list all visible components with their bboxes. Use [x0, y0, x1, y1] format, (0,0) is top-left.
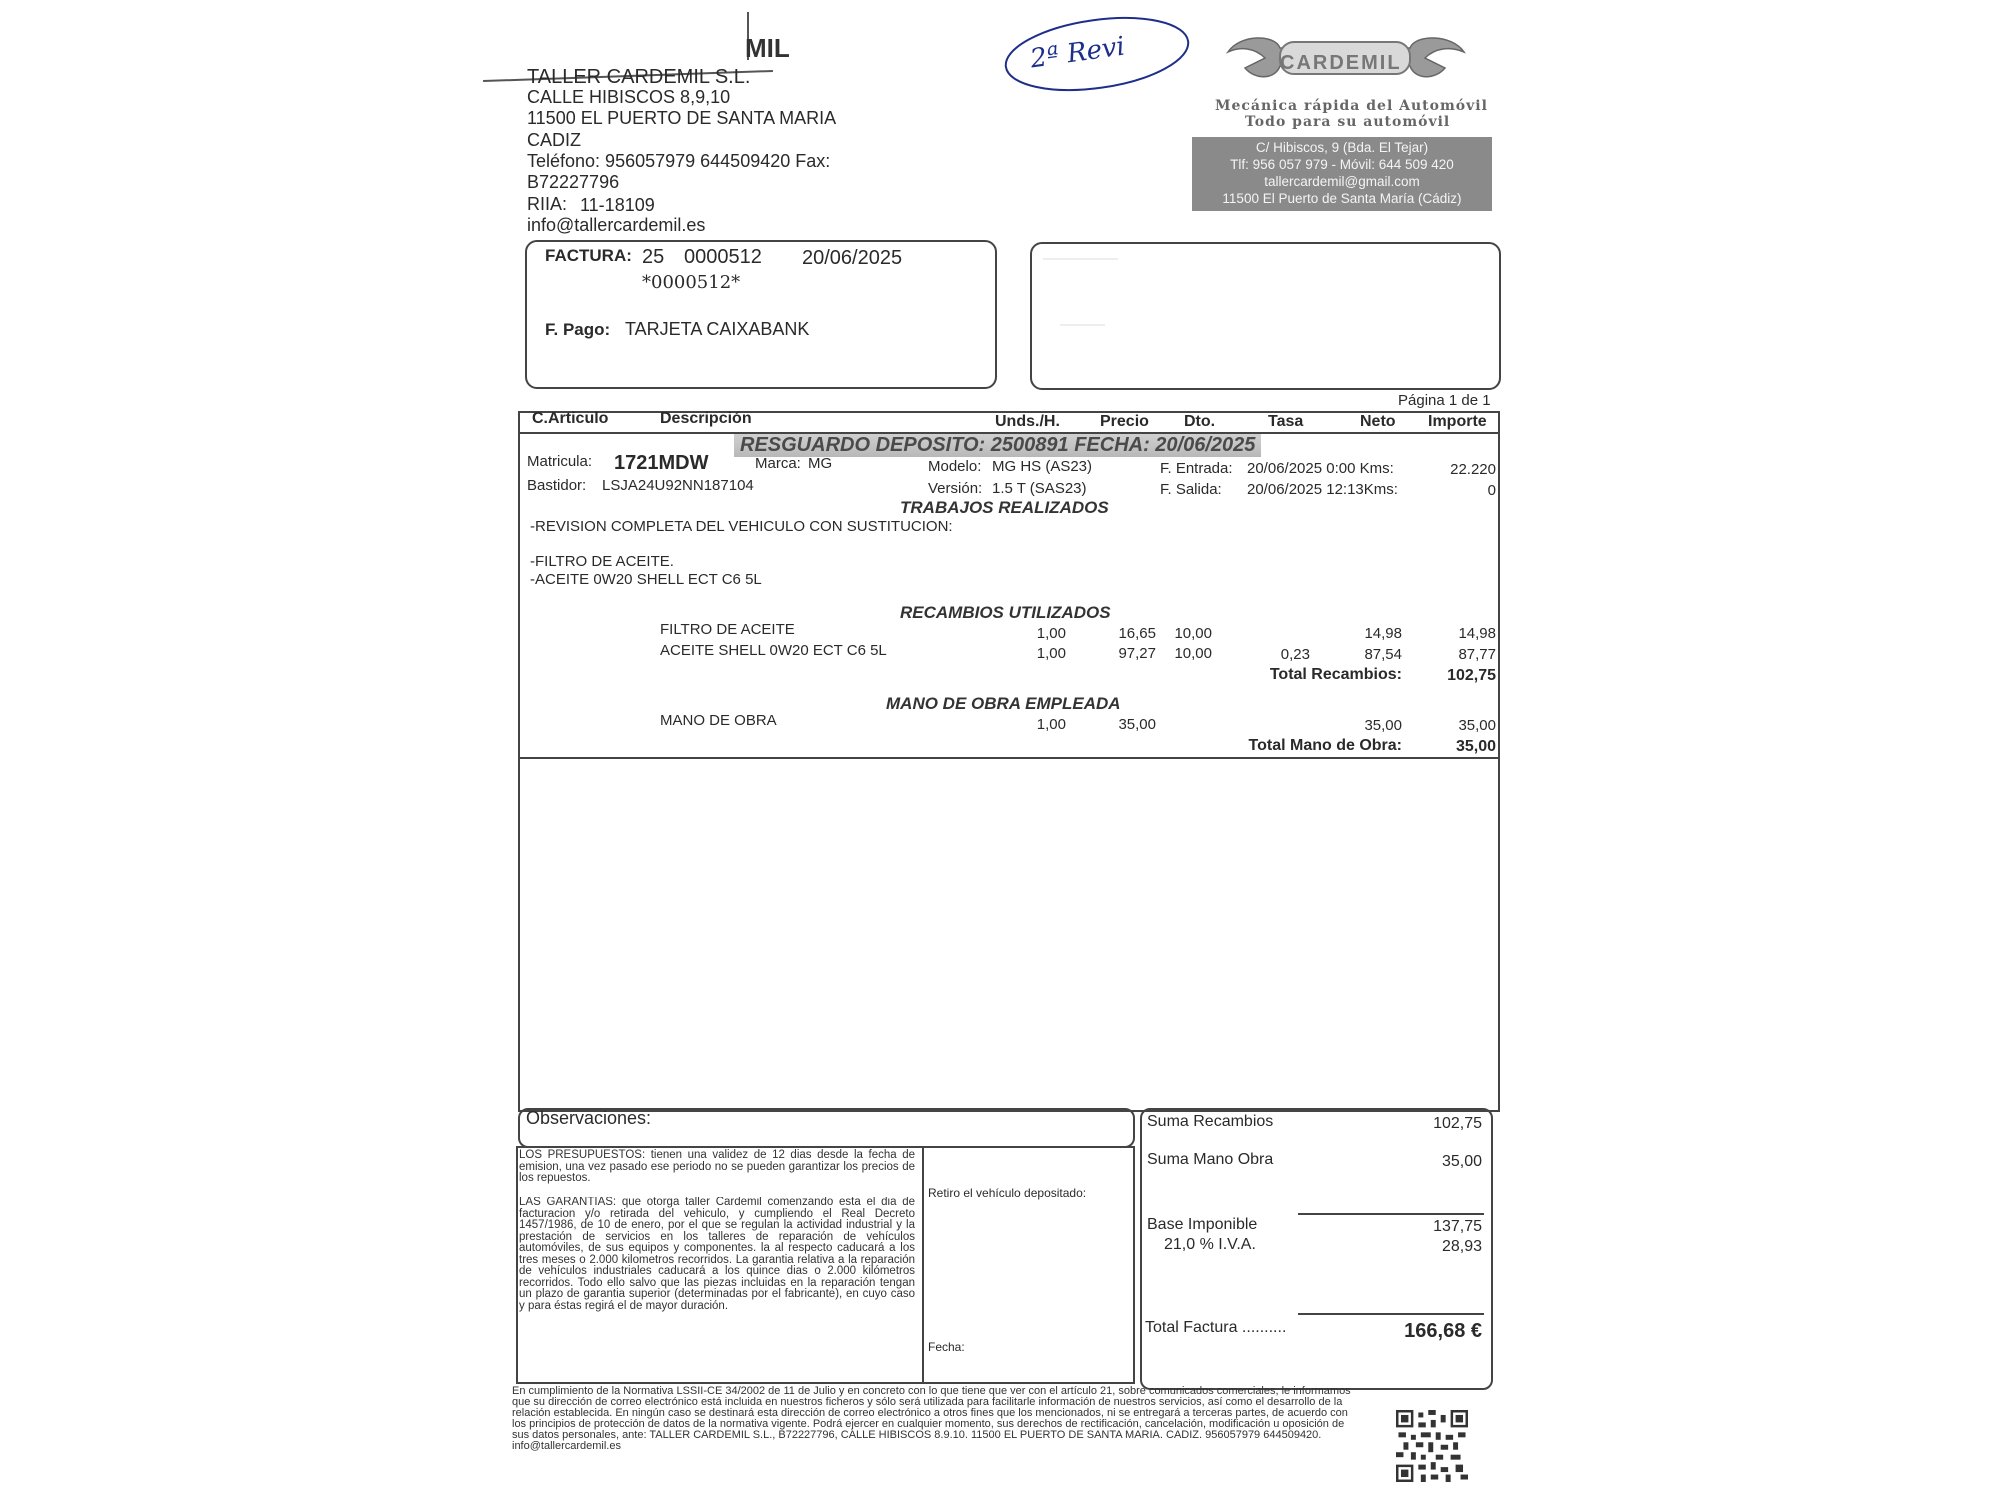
modelo-value: MG HS (AS23)	[992, 458, 1093, 475]
bastidor-value: LSJA24U92NN187104	[602, 477, 754, 494]
company-riia-value: 11-18109	[580, 195, 655, 215]
pago-value: TARJETA CAIXABANK	[625, 319, 810, 339]
header-neto: Neto	[1360, 413, 1396, 430]
header-importe: Importe	[1428, 413, 1487, 430]
factura-label: FACTURA:	[545, 246, 632, 265]
handwritten-note: 2ª Revi	[1028, 31, 1127, 75]
version-label: Versión:	[928, 480, 983, 497]
logo-tagline-1: Mecánica rápida del Automóvil	[1215, 98, 1488, 114]
header-units: Unds./H.	[995, 413, 1060, 430]
trabajo-line: -FILTRO DE ACEITE.	[530, 553, 674, 570]
bastidor-label: Bastidor:	[527, 477, 587, 494]
recambio-dto: 10,00	[1174, 645, 1212, 662]
company-cif: B72227796	[527, 172, 620, 192]
trabajo-line: -ACEITE 0W20 SHELL ECT C6 5L	[530, 571, 762, 588]
mano-units: 1,00	[1036, 716, 1066, 733]
marca-label: Marca:	[755, 455, 801, 472]
matricula-label: Matricula:	[527, 453, 593, 470]
recambio-tasa: 0,23	[1280, 646, 1310, 663]
redacted-trace: ———	[1060, 316, 1105, 333]
factura-number: 0000512	[684, 246, 762, 268]
recambio-importe: 87,77	[1458, 646, 1496, 663]
entrada-value: 20/06/2025 0:00 Kms:	[1247, 460, 1394, 477]
logo-contact-3: tallercardemil@gmail.com	[1264, 174, 1420, 189]
observaciones-label: Observaciones:	[526, 1108, 652, 1128]
logo-contact-1: C/ Hibiscos, 9 (Bda. El Tejar)	[1255, 140, 1429, 155]
company-postal-city: 11500 EL PUERTO DE SANTA MARIA	[527, 108, 837, 128]
logo-contact-4: 11500 El Puerto de Santa María (Cádiz)	[1222, 191, 1462, 206]
recambio-neto: 87,54	[1364, 646, 1402, 663]
deposit-line: RESGUARDO DEPOSITO: 2500891 FECHA: 20/06/2025	[734, 434, 1261, 457]
mano-title: MANO DE OBRA EMPLEADA	[886, 694, 1121, 713]
recambio-dto: 10,00	[1174, 625, 1212, 642]
company-name: TALLER CARDEMIL S.L.	[527, 66, 751, 88]
retiro-label: Retiro el vehículo depositado:	[928, 1186, 1087, 1200]
page-number: Página 1 de 1	[1398, 392, 1491, 409]
qr-code	[1396, 1410, 1468, 1482]
recambio-units: 1,00	[1036, 645, 1066, 662]
pago-label: F. Pago:	[545, 320, 611, 339]
salida-value: 20/06/2025 12:13Kms:	[1247, 481, 1398, 498]
totals-divider	[1298, 1313, 1484, 1315]
mano-importe: 35,00	[1458, 717, 1496, 734]
base-value: 137,75	[1433, 1218, 1482, 1235]
iva-value: 28,93	[1441, 1238, 1482, 1255]
totals-divider	[1298, 1213, 1484, 1215]
marca-value: MG	[808, 455, 833, 472]
total-value: 166,68 €	[1404, 1320, 1482, 1342]
recambios-title: RECAMBIOS UTILIZADOS	[900, 603, 1111, 622]
recambio-desc: FILTRO DE ACEITE	[660, 621, 795, 638]
recambio-price: 16,65	[1118, 625, 1156, 642]
recambio-price: 97,27	[1118, 645, 1156, 662]
version-value: 1.5 T (SAS23)	[992, 480, 1087, 497]
redacted-trace: —————	[1043, 250, 1118, 267]
header-tasa: Tasa	[1268, 413, 1304, 430]
mano-price: 35,00	[1118, 716, 1156, 733]
factura-date: 20/06/2025	[802, 247, 903, 269]
footer-legal: En cumplimiento de la Normativa LSSII-CE 34/2002 de 11 de Julio y en concreto con lo que tiene que ver con el artículo 21, sobre comunicados comerciales, le informamos que su dirección de correo electrónico está incluida en nuestros ficheros y sólo será utilizada para facilitarle información de nuestros servicios, así como el desarrollo de la relación establecida. En ningún caso se destinará esta dirección de correo electrónico a otros fines que los mencionados, ni se entregará a terceras partes, de acuerdo con los principios de protección de datos de la normativa vigente. Podrá ejercer en cualquier momento, sus derechos de rectificación, cancelación, modificación u oposición de sus datos personales, ante: TALLER CARDEMIL S.L., B72227796, CALLE HIBISCOS 8.9.10. 11500 EL PUERTO DE SANTA MARIA. CADIZ. 956057979 644509420. info@tallercardemil.es	[512, 1386, 1351, 1452]
iva-label: 21,0 % I.V.A.	[1164, 1236, 1256, 1253]
company-province: CADIZ	[527, 130, 581, 150]
salida-label: F. Salida:	[1160, 481, 1222, 498]
total-label: Total Factura ..........	[1145, 1319, 1287, 1336]
trabajo-line: -REVISION COMPLETA DEL VEHICULO CON SUSTITUCION:	[530, 518, 953, 535]
mano-desc: MANO DE OBRA	[660, 712, 777, 729]
mano-neto: 35,00	[1364, 717, 1402, 734]
recambio-desc: ACEITE SHELL 0W20 ECT C6 5L	[660, 642, 887, 659]
salida-kms: 0	[1487, 482, 1496, 499]
recambio-units: 1,00	[1036, 625, 1066, 642]
presupuestos-text: LOS PRESUPUESTOS: tienen una validez de 12 dias desde la fecha de emision, una vez pasado ese periodo no se pueden garantizar los precios de los repuestos.	[519, 1149, 915, 1184]
header-code: C.Articulo	[532, 410, 609, 427]
header-dto: Dto.	[1184, 413, 1216, 430]
header-price: Precio	[1100, 413, 1149, 430]
company-phone-line: Teléfono: 956057979 644509420 Fax:	[527, 151, 831, 171]
trabajos-title: TRABAJOS REALIZADOS	[900, 498, 1109, 517]
entrada-kms: 22.220	[1450, 461, 1496, 478]
suma-mano-value: 35,00	[1441, 1153, 1482, 1170]
total-recambios-value: 102,75	[1447, 667, 1496, 684]
logo-tagline-2: Todo para su automóvil	[1245, 114, 1451, 130]
suma-mano-label: Suma Mano Obra	[1147, 1151, 1274, 1168]
suma-recambios-value: 102,75	[1433, 1115, 1482, 1132]
fecha-label: Fecha:	[928, 1340, 965, 1354]
total-mano-value: 35,00	[1455, 738, 1496, 755]
entrada-label: F. Entrada:	[1160, 460, 1233, 477]
logo-brand: CARDEMIL	[1280, 52, 1402, 74]
logo-contact-2: Tlf: 956 057 979 - Móvil: 644 509 420	[1230, 157, 1454, 172]
header-desc: Descripción	[660, 410, 752, 427]
modelo-label: Modelo:	[928, 458, 982, 475]
matricula-value: 1721MDW	[614, 452, 709, 474]
suma-recambios-label: Suma Recambios	[1147, 1113, 1274, 1130]
recambio-neto: 14,98	[1364, 625, 1402, 642]
company-riia-label: RIIA:	[527, 194, 568, 214]
total-recambios-label: Total Recambios:	[1269, 666, 1402, 683]
garantias-text: LAS GARANTIAS: que otorga taller Cardemil comenzando esta el dia de facturacion y/o retirada del vehiculo, y cumpliendo el Real Decreto 1457/1986, de 10 de enero, por el que se regulan la actividad industrial y la prestación de servicios en los talleres de reparación de vehículos automóviles, de sus equipos y componentes. la al respecto caducará a los tres meses o 2.000 kilometros recorridos. La garantia relativa a la reparación de vehículos industriales caducará a los quince dias o 2.000 kilómetros recorridos. Todo ello salvo que las piezas incluidas en la reparación tengan un plazo de garantia superior (determinadas por el fabricante), en cuyo caso y para éstas regirá el de mayor duración.	[519, 1197, 915, 1312]
factura-barcode-text: *0000512*	[642, 272, 741, 293]
factura-series: 25	[642, 246, 665, 268]
company-email: info@tallercardemil.es	[527, 215, 706, 235]
recambio-importe: 14,98	[1458, 625, 1496, 642]
company-name-fragment: MIL	[745, 33, 790, 63]
company-address: CALLE HIBISCOS 8,9,10	[527, 87, 731, 107]
conditions-divider	[922, 1146, 924, 1382]
table-content-divider	[518, 757, 1498, 759]
total-mano-label: Total Mano de Obra:	[1248, 737, 1402, 754]
base-label: Base Imponible	[1147, 1216, 1258, 1233]
